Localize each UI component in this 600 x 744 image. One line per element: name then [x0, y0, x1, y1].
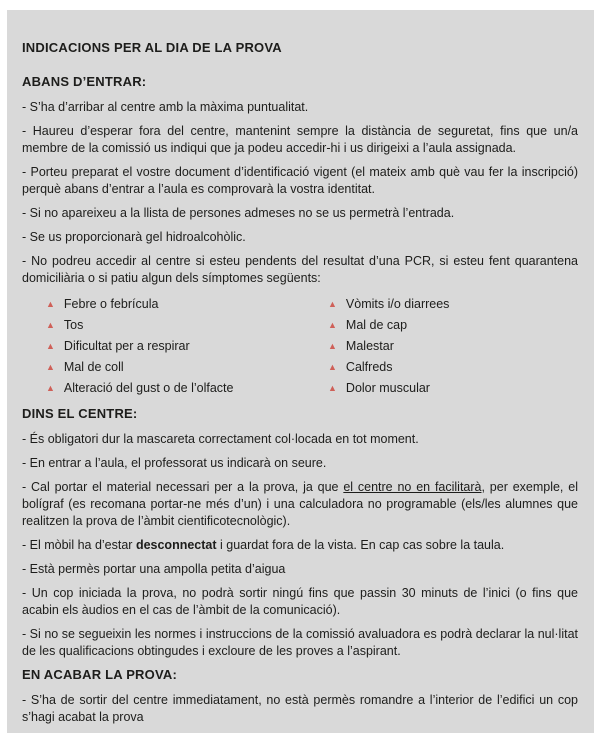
triangle-up-icon: ▲ — [328, 362, 337, 372]
underlined-text: el centre no en facilitarà — [343, 480, 482, 494]
paragraph — [22, 537, 578, 554]
triangle-up-icon: ▲ — [328, 299, 337, 309]
text-segment: - Se us proporcionarà gel hidroalcohòlic. — [22, 230, 246, 244]
symptom-item — [328, 357, 578, 378]
section-heading: EN ACABAR LA PROVA: — [22, 667, 177, 682]
text-segment: - Si no se segueixin les normes i instruccions de la comissió avaluadora es podrà declarar la nul·litat de les qualificacions obtingudes i excloure de les proves a l’aspirant. — [22, 627, 578, 658]
symptom-label: Febre o febrícula — [63, 297, 159, 311]
symptom-label: Mal de coll — [63, 360, 124, 374]
paragraph — [22, 253, 578, 287]
paragraph — [22, 455, 578, 472]
text-segment: - Haureu d’esperar fora del centre, mantenint sempre la distància de seguretat, fins que un/a membre de la comissió us indiqui que ja podeu accedir-hi i us dirigeixi a l’aula assignada. — [22, 124, 578, 155]
triangle-up-icon: ▲ — [46, 299, 55, 309]
paragraph — [22, 205, 578, 222]
text-segment: - Porteu preparat el vostre document d’identificació vigent (el mateix amb què vau fer la inscripció) perquè abans d’entrar a l’aula es comprovarà la vostra identitat. — [22, 165, 578, 196]
text-segment: - Està permès portar una ampolla petita d’aigua — [22, 562, 286, 576]
symptom-item — [328, 336, 578, 357]
symptom-label: Mal de cap — [345, 318, 408, 332]
triangle-up-icon: ▲ — [328, 383, 337, 393]
paragraph — [22, 479, 578, 530]
bold-text: desconnectat — [135, 538, 217, 552]
section-heading: ABANS D’ENTRAR: — [22, 74, 147, 89]
symptom-item — [328, 315, 578, 336]
paragraph — [22, 626, 578, 660]
symptoms-column-right — [300, 294, 578, 399]
paragraph — [22, 229, 578, 246]
paragraph — [22, 585, 578, 619]
triangle-up-icon: ▲ — [46, 320, 55, 330]
triangle-up-icon: ▲ — [328, 320, 337, 330]
symptom-item — [328, 378, 578, 399]
text-segment: - No podreu accedir al centre si esteu pendents del resultat d’una PCR, si esteu fent quarantena domiciliària o si patiu algun dels símptomes següents: — [22, 254, 578, 285]
symptom-item — [46, 315, 300, 336]
triangle-up-icon: ▲ — [328, 341, 337, 351]
text-segment: - El mòbil ha d’estar — [22, 538, 136, 552]
text-segment: - Cal portar el material necessari per a la prova, ja que — [22, 480, 344, 494]
paragraph — [22, 123, 578, 157]
paragraph — [22, 561, 578, 578]
triangle-up-icon: ▲ — [46, 383, 55, 393]
page-title: INDICACIONS PER AL DIA DE LA PROVA — [22, 40, 282, 55]
symptom-item — [46, 294, 300, 315]
triangle-up-icon: ▲ — [46, 341, 55, 351]
paragraph — [22, 164, 578, 198]
paragraph — [22, 692, 578, 726]
symptom-label: Alteració del gust o de l’olfacte — [63, 381, 234, 395]
text-segment: i guardat fora de la vista. En cap cas sobre la taula. — [216, 538, 505, 552]
text-segment: - Un cop iniciada la prova, no podrà sortir ningú fins que passin 30 minuts de l’inici (o fins que acabin els àudios en el cas de l’àmbit de la comunicació). — [22, 586, 578, 617]
triangle-up-icon: ▲ — [46, 362, 55, 372]
text-segment: , per exemple, el bolígraf (es recomana portar-ne més d’un) i una calculadora no programable (els/les alumnes que realitzen la prova de l’àmbit cientificotecnològic). — [22, 480, 578, 528]
symptom-label: Calfreds — [345, 360, 393, 374]
text-segment: - S’ha d’arribar al centre amb la màxima puntualitat. — [22, 100, 309, 114]
symptom-label: Malestar — [345, 339, 394, 353]
symptom-item — [46, 336, 300, 357]
paragraph — [22, 431, 578, 448]
paragraph — [22, 99, 578, 116]
text-segment: - En entrar a l’aula, el professorat us indicarà on seure. — [22, 456, 327, 470]
text-segment: - És obligatori dur la mascareta correctament col·locada en tot moment. — [22, 432, 419, 446]
symptom-label: Tos — [63, 318, 84, 332]
symptoms-list — [22, 294, 578, 399]
symptoms-column-left — [22, 294, 300, 399]
symptom-label: Vòmits i/o diarrees — [345, 297, 450, 311]
instructions-panel — [7, 10, 594, 733]
text-segment: - S’ha de sortir del centre immediatament, no està permès romandre a l’interior de l’edifici un cop s’hagi acabat la prova — [22, 693, 578, 724]
symptom-item — [328, 294, 578, 315]
symptom-item — [46, 357, 300, 378]
symptom-label: Dolor muscular — [345, 381, 430, 395]
document-content — [22, 74, 578, 726]
symptom-label: Dificultat per a respirar — [63, 339, 190, 353]
symptom-item — [46, 378, 300, 399]
section-heading: DINS EL CENTRE: — [22, 406, 138, 421]
text-segment: - Si no apareixeu a la llista de persones admeses no se us permetrà l’entrada. — [22, 206, 455, 220]
